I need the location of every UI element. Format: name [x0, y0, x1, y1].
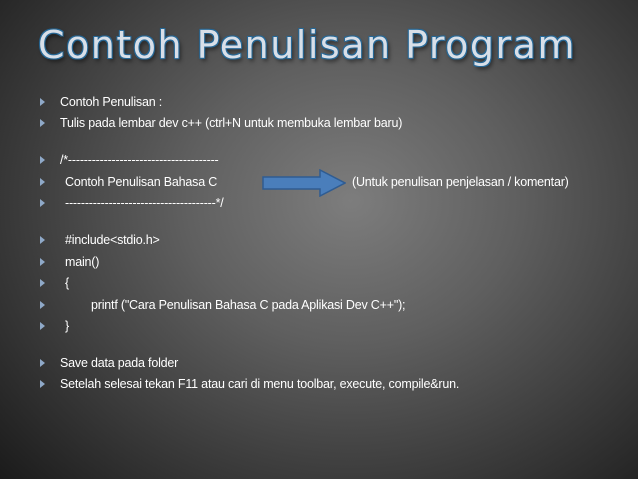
slide-title: Contoh Penulisan Program [38, 23, 576, 67]
bullet-triangle-icon [40, 322, 45, 330]
bullet-text: Setelah selesai tekan F11 atau cari di menu toolbar, execute, compile&run. [60, 377, 460, 391]
bullet-item [40, 295, 405, 315]
bullet-text: --------------------------------------*/ [65, 196, 224, 210]
bullet-text: #include<stdio.h> [65, 233, 160, 247]
bullet-item [40, 150, 219, 170]
bullet-item [40, 353, 178, 373]
bullet-triangle-icon [40, 178, 45, 186]
bullet-triangle-icon [40, 301, 45, 309]
bullet-item [40, 113, 402, 133]
bullet-text: main() [65, 255, 100, 269]
bullet-text: Tulis pada lembar dev c++ (ctrl+N untuk membuka lembar baru) [60, 116, 403, 130]
bullet-item [40, 273, 69, 293]
bullet-item [40, 374, 459, 394]
bullet-item [40, 252, 99, 272]
bullet-item [40, 193, 224, 213]
bullet-triangle-icon [40, 156, 45, 164]
bullet-triangle-icon [40, 258, 45, 266]
bullet-triangle-icon [40, 279, 45, 287]
bullet-item [40, 316, 69, 336]
bullet-text: Contoh Penulisan Bahasa C [65, 175, 218, 189]
comment-explanation: (Untuk penulisan penjelasan / komentar) [352, 175, 569, 189]
bullet-text: Contoh Penulisan : [60, 95, 163, 109]
bullet-triangle-icon [40, 119, 45, 127]
bullet-triangle-icon [40, 359, 45, 367]
bullet-text: /*-------------------------------------- [60, 153, 219, 167]
bullet-item [40, 172, 217, 192]
bullet-item [40, 92, 162, 112]
bullet-text: Save data pada folder [60, 356, 179, 370]
bullet-triangle-icon [40, 380, 45, 388]
bullet-triangle-icon [40, 98, 45, 106]
bullet-triangle-icon [40, 236, 45, 244]
bullet-text: } [65, 319, 69, 333]
bullet-triangle-icon [40, 199, 45, 207]
bullet-item [40, 230, 160, 250]
right-arrow-icon [262, 169, 346, 197]
bullet-text: printf ("Cara Penulisan Bahasa C pada Aplikasi Dev C++"); [91, 298, 406, 312]
bullet-text: { [65, 276, 69, 290]
